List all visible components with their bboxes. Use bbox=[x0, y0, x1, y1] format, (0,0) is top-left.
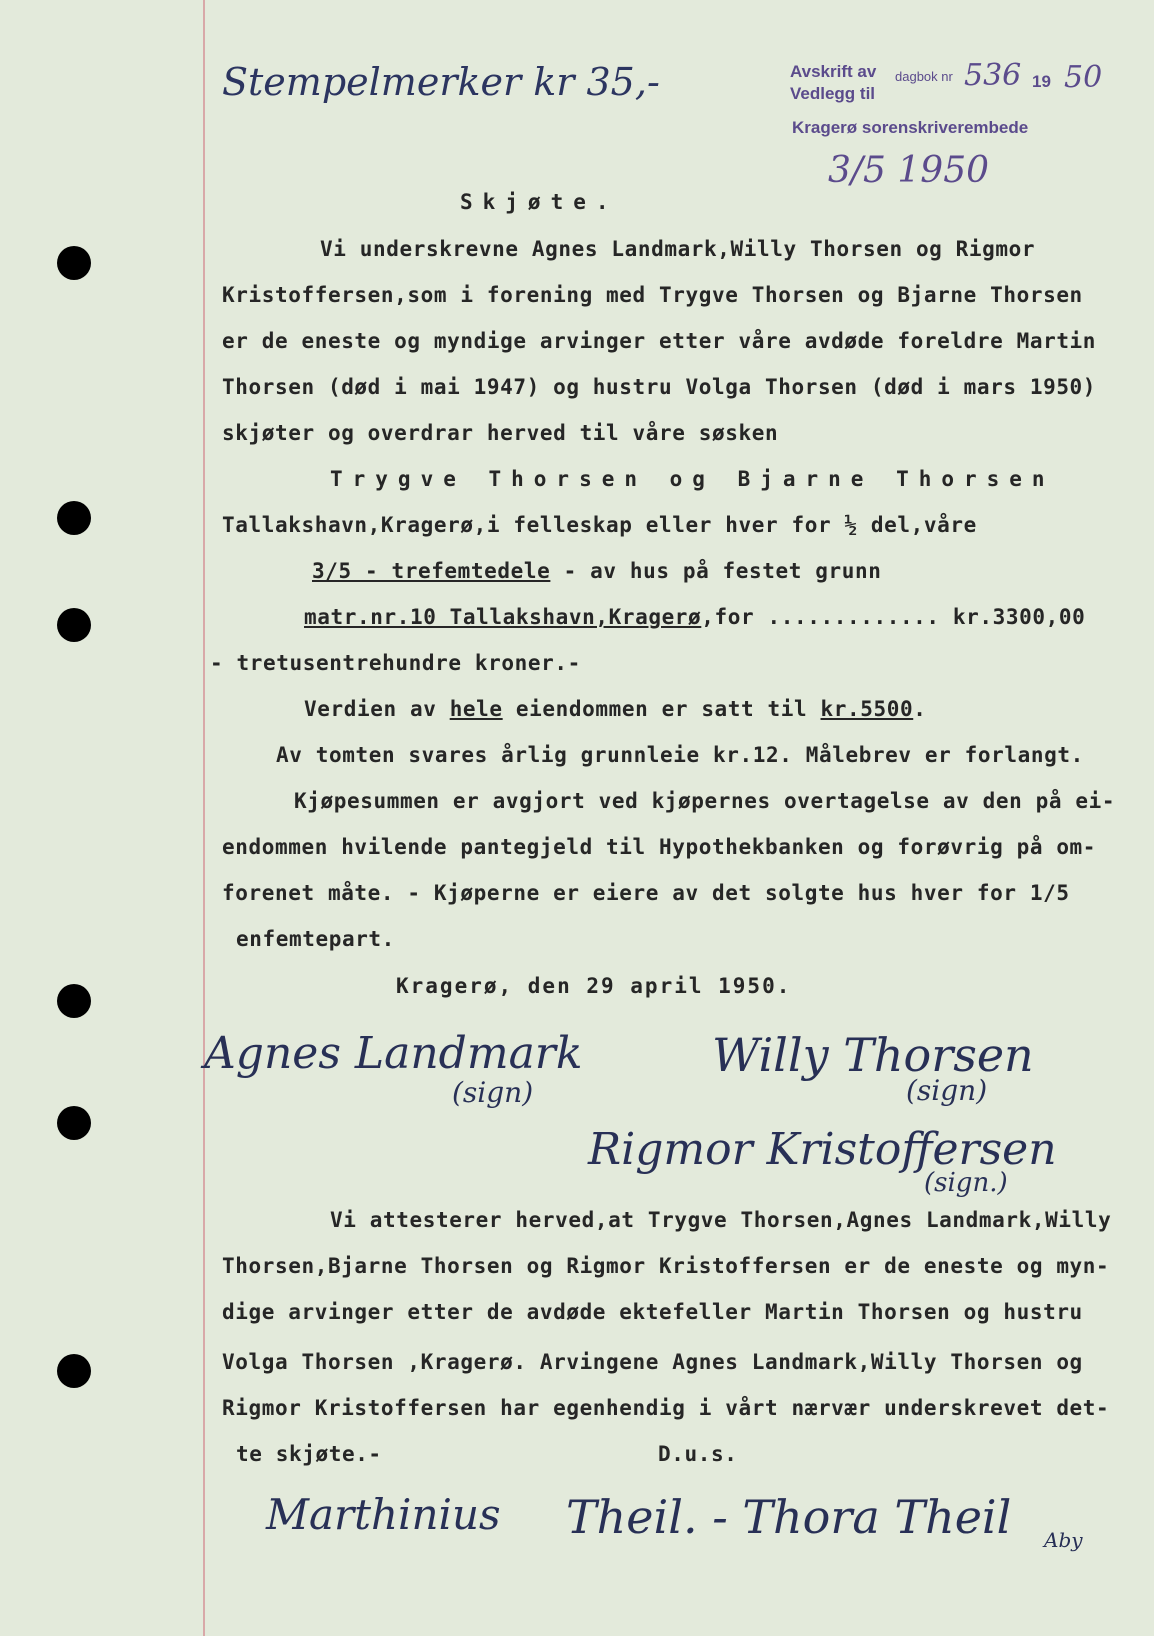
text-line: Volga Thorsen ,Kragerø. Arvingene Agnes Landmark,Willy Thorsen og bbox=[222, 1350, 1083, 1374]
text-line: Kjøpesummen er avgjort ved kjøpernes overtagelse av den på ei- bbox=[294, 789, 1116, 813]
text-line: Kristoffersen,som i forening med Trygve Thorsen og Bjarne Thorsen bbox=[222, 283, 1083, 307]
stamp-year-prefix: 19 bbox=[1032, 72, 1051, 91]
text-line: te skjøte.- bbox=[236, 1442, 382, 1466]
property-price: ,for ............. kr.3300,00 bbox=[701, 605, 1086, 629]
property-id: matr.nr.10 Tallakshavn,Kragerø bbox=[304, 605, 702, 629]
property-line bbox=[304, 605, 1085, 629]
signature-note: (sign) bbox=[906, 1074, 988, 1107]
dus-abbreviation: D.u.s. bbox=[658, 1442, 738, 1466]
text-line: er de eneste og myndige arvinger etter våre avdøde foreldre Martin bbox=[222, 329, 1097, 353]
text-line: skjøter og overdrar herved til våre søsken bbox=[222, 421, 779, 445]
signature-note: (sign.) bbox=[924, 1168, 1008, 1198]
ground-rent-line: Av tomten svares årlig grunnleie kr.12. Målebrev er forlangt. bbox=[276, 743, 1084, 767]
buyers-names: Trygve Thorsen og Bjarne Thorsen bbox=[330, 467, 1055, 491]
stamp-line-1: Avskrift av bbox=[790, 62, 877, 81]
punch-hole bbox=[57, 984, 91, 1018]
text-line: Vi attesterer herved,at Trygve Thorsen,Agnes Landmark,Willy bbox=[330, 1208, 1112, 1232]
text-line: enfemtepart. bbox=[236, 927, 395, 951]
document-title: Skjøte. bbox=[460, 190, 619, 214]
punch-hole bbox=[57, 1106, 91, 1140]
stamp-year: 50 bbox=[1064, 60, 1103, 95]
stamp-dagbok-label: dagbok nr bbox=[895, 69, 953, 84]
value-text: Verdien av bbox=[304, 697, 450, 721]
text-line: endommen hvilende pantegjeld til Hypothekbanken og forøvrig på om- bbox=[222, 835, 1097, 859]
signature-willy-thorsen: Willy Thorsen bbox=[712, 1028, 1034, 1082]
witness-signature: Marthinius bbox=[266, 1490, 501, 1539]
amount-in-words: - tretusentrehundre kroner.- bbox=[210, 651, 581, 675]
stamp-journal-number: 536 bbox=[964, 58, 1022, 93]
text-line: Vi underskrevne Agnes Landmark,Willy Thorsen og Rigmor bbox=[320, 237, 1036, 261]
text-line: Tallakshavn,Kragerø,i felleskap eller hver for ½ del,våre bbox=[222, 513, 977, 537]
signature-agnes-landmark: Agnes Landmark bbox=[204, 1028, 583, 1079]
text-line: Rigmor Kristoffersen har egenhendig i vårt nærvær underskrevet det- bbox=[222, 1396, 1110, 1420]
stamp-office: Kragerø sorenskriverembede bbox=[792, 118, 1029, 137]
stamp-line-2: Vedlegg til bbox=[790, 84, 876, 103]
share-line bbox=[312, 559, 881, 583]
text-line: Thorsen,Bjarne Thorsen og Rigmor Kristoffersen er de eneste og myn- bbox=[222, 1254, 1110, 1278]
share-rest: - av hus på festet grunn bbox=[550, 559, 882, 583]
punch-hole bbox=[57, 501, 91, 535]
stamp-duty-note: Stempelmerker kr 35,- bbox=[222, 60, 660, 104]
value-line bbox=[304, 697, 926, 721]
share-fraction: 3/5 - trefemtedele bbox=[312, 559, 551, 583]
value-text: eiendommen er satt til bbox=[502, 697, 821, 721]
punch-hole bbox=[57, 1354, 91, 1388]
punch-hole bbox=[57, 246, 91, 280]
value-text: . bbox=[913, 697, 927, 721]
initials: Aby bbox=[1044, 1528, 1083, 1552]
place-and-date: Kragerø, den 29 april 1950. bbox=[396, 974, 792, 998]
text-line: dige arvinger etter de avdøde ektefeller Martin Thorsen og hustru bbox=[222, 1300, 1083, 1324]
text-line: Thorsen (død i mai 1947) og hustru Volga Thorsen (død i mars 1950) bbox=[222, 375, 1097, 399]
text-line: forenet måte. - Kjøperne er eiere av det solgte hus hver for 1/5 bbox=[222, 881, 1070, 905]
stamp-handwritten-date: 3/5 1950 bbox=[828, 150, 989, 191]
margin-rule bbox=[203, 0, 205, 1636]
value-emphasis: hele bbox=[449, 697, 503, 721]
signature-note: (sign) bbox=[452, 1076, 534, 1109]
signature-rigmor-kristoffersen: Rigmor Kristoffersen bbox=[588, 1124, 1057, 1175]
witness-signature: Theil. - Thora Theil bbox=[566, 1490, 1012, 1544]
value-amount: kr.5500 bbox=[820, 697, 914, 721]
punch-hole bbox=[57, 608, 91, 642]
